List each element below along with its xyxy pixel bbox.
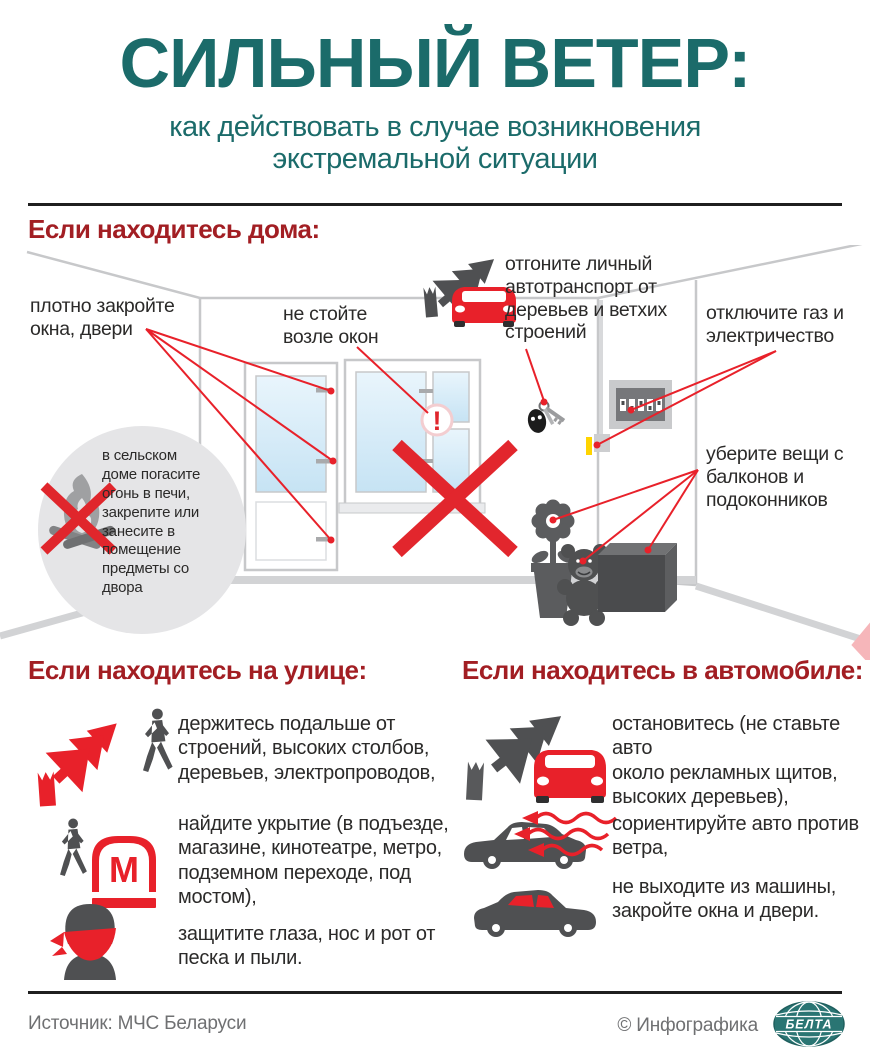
text-line: балконов и bbox=[706, 465, 804, 488]
text-line: закройте окна и двери. bbox=[612, 900, 819, 923]
section-header-street: Если находитесь на улице: bbox=[28, 655, 367, 685]
text-line: электричество bbox=[706, 324, 834, 347]
text-line: остановитесь (не ставьте авто bbox=[612, 713, 840, 760]
text-line: ветра, bbox=[612, 837, 669, 860]
text-line: строений, высоких столбов, bbox=[178, 737, 430, 760]
tree-falling-on-car-icon bbox=[458, 698, 613, 804]
top-divider bbox=[28, 203, 842, 206]
text-line: предметы со bbox=[102, 560, 190, 578]
text-line: в сельском bbox=[102, 447, 177, 464]
street-item-text bbox=[178, 712, 435, 785]
auto-item-text bbox=[612, 812, 859, 861]
car-against-wind-icon bbox=[458, 810, 633, 874]
auto-item-text bbox=[612, 712, 870, 810]
text-line: отключите газ и bbox=[706, 302, 844, 324]
text-line: возле окон bbox=[283, 325, 379, 348]
bottom-divider bbox=[28, 991, 842, 994]
label-close-windows bbox=[30, 295, 175, 341]
text-line: песка и пыли. bbox=[178, 947, 303, 970]
text-line: окна, двери bbox=[30, 317, 133, 340]
box-icon bbox=[598, 543, 677, 612]
label-village-house bbox=[102, 447, 220, 598]
car-keys-icon bbox=[526, 402, 565, 435]
text-line: плотно закройте bbox=[30, 295, 175, 317]
label-move-car bbox=[505, 253, 667, 344]
tree-falling-on-car-icon bbox=[423, 245, 516, 327]
text-line: огонь в печи, bbox=[102, 484, 190, 502]
bandana-covered-face-icon bbox=[48, 896, 132, 980]
label-gas-electric bbox=[706, 302, 844, 348]
subtitle-line: экстремальной ситуации bbox=[272, 143, 598, 175]
section-header-home: Если находитесь дома: bbox=[28, 214, 320, 244]
text-line: доме погасите bbox=[102, 465, 201, 483]
svg-text:БЕЛТА: БЕЛТА bbox=[785, 1017, 833, 1032]
page-title: СИЛЬНЫЙ ВЕТЕР: bbox=[119, 24, 751, 102]
street-item-text bbox=[178, 812, 449, 910]
text-line: не стойте bbox=[283, 303, 368, 325]
warning-exclamation-icon bbox=[422, 405, 452, 436]
text-line: держитесь подальше от bbox=[178, 713, 396, 735]
text-line: подземном переходе, под bbox=[178, 861, 411, 884]
text-line: высоких деревьев), bbox=[612, 786, 789, 809]
svg-text:!: ! bbox=[432, 406, 442, 436]
balcony-door bbox=[245, 363, 337, 570]
section-header-auto: Если находитесь в автомобиле: bbox=[462, 655, 863, 685]
auto-item-text bbox=[612, 875, 836, 924]
text-line: уберите вещи с bbox=[706, 443, 844, 465]
text-line: деревьев, электропроводов, bbox=[178, 761, 436, 784]
text-line: отгоните личный bbox=[505, 253, 653, 275]
subtitle-line: как действовать в случае возникновения bbox=[169, 111, 701, 143]
text-line: занесите в bbox=[102, 522, 175, 540]
credit-text: © Инфографика bbox=[617, 1015, 758, 1036]
falling-tree-and-pedestrian-icon bbox=[28, 700, 178, 810]
text-line: двора bbox=[102, 579, 143, 597]
street-item-text bbox=[178, 922, 435, 971]
source-text: Источник: МЧС Беларуси bbox=[28, 1013, 247, 1034]
text-line: мостом), bbox=[178, 886, 257, 909]
text-line: строений bbox=[505, 321, 587, 344]
svg-text:М: М bbox=[109, 849, 139, 890]
text-line: защитите глаза, нос и рот от bbox=[178, 923, 436, 945]
label-balcony bbox=[706, 443, 843, 511]
text-line: закрепите или bbox=[102, 503, 200, 521]
text-line: найдите укрытие (в подъезде, bbox=[178, 813, 449, 835]
text-line: подоконников bbox=[706, 488, 828, 511]
text-line: сориентируйте авто против bbox=[612, 813, 859, 835]
text-line: около рекламных щитов, bbox=[612, 761, 838, 784]
car-windows-closed-icon bbox=[462, 878, 612, 942]
text-line: магазине, кинотеатре, метро, bbox=[178, 837, 442, 860]
text-line: деревьев и ветхих bbox=[505, 298, 667, 321]
text-line: не выходите из машины, bbox=[612, 876, 837, 898]
text-line: помещение bbox=[102, 541, 181, 559]
belta-logo bbox=[772, 1000, 846, 1048]
label-avoid-windows bbox=[283, 303, 378, 349]
text-line: автотранспорт от bbox=[505, 275, 657, 298]
